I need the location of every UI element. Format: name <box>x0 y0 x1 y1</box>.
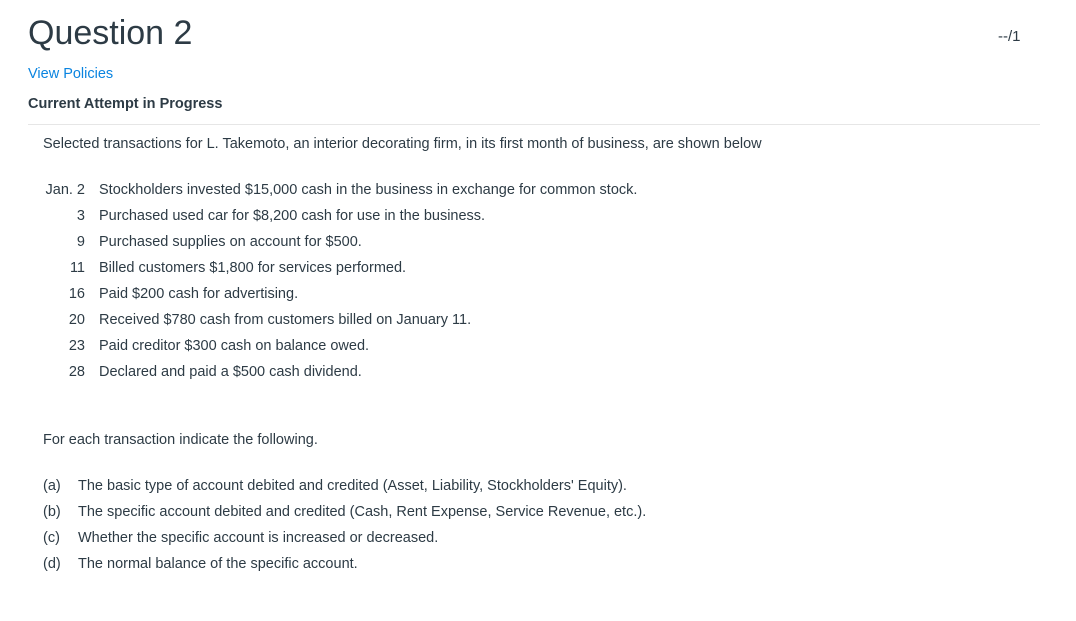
transaction-text: Paid $200 cash for advertising. <box>99 286 299 302</box>
transaction-date: Jan. 2 <box>45 182 85 198</box>
transaction-text: Purchased used car for $8,200 cash for use in the business. <box>99 208 486 224</box>
question-intro: Selected transactions for L. Takemoto, an interior decorating firm, in its first month of business, are shown below <box>43 136 762 152</box>
requirement-item <box>43 556 646 582</box>
transaction-text: Declared and paid a $500 cash dividend. <box>99 364 362 380</box>
requirement-text: The normal balance of the specific account. <box>78 556 358 572</box>
transaction-text: Stockholders invested $15,000 cash in the business in exchange for common stock. <box>99 182 638 198</box>
instruction: For each transaction indicate the following. <box>43 432 318 448</box>
transaction-row <box>43 182 637 208</box>
transaction-text: Billed customers $1,800 for services performed. <box>99 260 407 276</box>
transaction-row <box>43 312 637 338</box>
requirement-label: (a) <box>43 478 61 494</box>
transaction-row <box>43 260 637 286</box>
requirement-label: (c) <box>43 530 60 546</box>
transaction-row <box>43 208 637 234</box>
divider <box>28 124 1040 125</box>
transaction-date: 3 <box>76 208 85 224</box>
question-title: Question 2 <box>28 14 193 52</box>
requirement-label: (b) <box>43 504 61 520</box>
transaction-date: 20 <box>68 312 85 328</box>
requirement-label: (d) <box>43 556 61 572</box>
attempt-status: Current Attempt in Progress <box>28 96 223 112</box>
transaction-date: 9 <box>76 234 85 250</box>
transaction-date: 28 <box>68 364 85 380</box>
requirement-text: The basic type of account debited and credited (Asset, Liability, Stockholders' Equity). <box>78 478 627 494</box>
score: --/1 <box>998 28 1021 45</box>
transaction-row <box>43 364 637 390</box>
view-policies-link[interactable]: View Policies <box>28 66 114 82</box>
transaction-text: Paid creditor $300 cash on balance owed. <box>99 338 370 354</box>
transaction-date: 23 <box>68 338 85 354</box>
transaction-text: Received $780 cash from customers billed on January 11. <box>99 312 472 328</box>
requirement-item <box>43 504 646 530</box>
transaction-row <box>43 286 637 312</box>
requirement-text: Whether the specific account is increased or decreased. <box>78 530 439 546</box>
requirement-item <box>43 530 646 556</box>
transaction-list <box>43 182 637 390</box>
transaction-date: 11 <box>69 260 85 276</box>
requirement-text: The specific account debited and credited (Cash, Rent Expense, Service Revenue, etc.). <box>78 504 647 520</box>
transaction-text: Purchased supplies on account for $500. <box>99 234 362 250</box>
transaction-row <box>43 234 637 260</box>
transaction-row <box>43 338 637 364</box>
requirement-item <box>43 478 646 504</box>
transaction-date: 16 <box>68 286 85 302</box>
requirement-list <box>43 478 646 582</box>
